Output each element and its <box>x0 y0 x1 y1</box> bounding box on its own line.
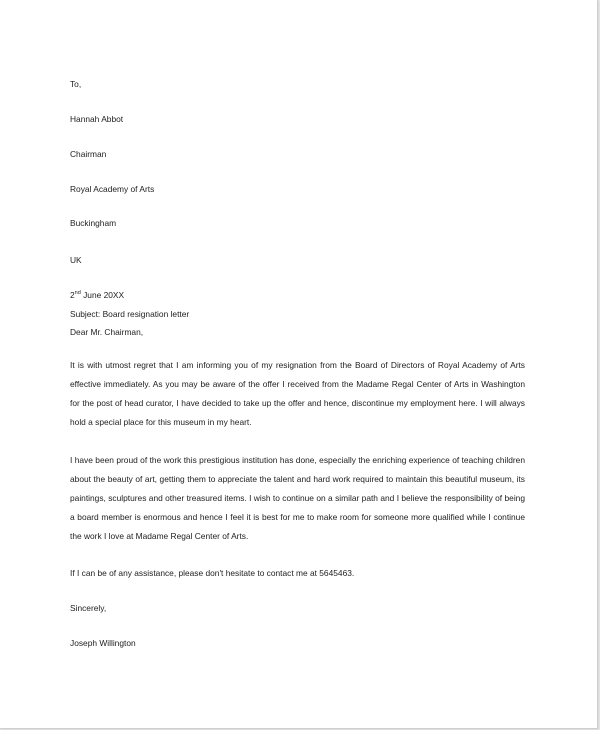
letter-date <box>70 290 124 301</box>
letter-subject: Subject: Board resignation letter <box>70 309 190 319</box>
recipient-city: Buckingham <box>70 218 117 228</box>
body-paragraph-2: I have been proud of the work this prestigious institution has done, especially the enriching experience of teaching children about the beauty of art, getting them to appreciate the talent and hard work required to maintain this beautiful museum, its paintings, sculptures and other treasured items. I wish to continue on a similar path and I believe the responsibility of being a board member is enormous and hence I feel it is best for me to make room for someone more qualified while I continue the work I love at Madame Regal Center of Arts. <box>70 455 525 541</box>
body-paragraph-3: If I can be of any assistance, please don't hesitate to contact me at 5645463. <box>70 568 355 578</box>
letter-closing: Sincerely, <box>70 603 107 613</box>
date-suffix: nd <box>74 290 81 296</box>
recipient-country: UK <box>70 255 82 265</box>
date-month-year: June 20XX <box>80 290 125 300</box>
recipient-name: Hannah Abbot <box>70 114 124 124</box>
recipient-title: Chairman <box>70 149 107 159</box>
to-line: To, <box>70 79 82 89</box>
letter-greeting: Dear Mr. Chairman, <box>70 327 144 337</box>
body-paragraph-1: It is with utmost regret that I am informing you of my resignation from the Board of Directors of Royal Academy of Arts effective immediately. As you may be aware of the offer I received from the Madame Regal Center of Arts in Washington for the post of head curator, I have decided to take up the offer and hence, discontinue my employment here. I will always hold a special place for this museum in my heart. <box>70 360 525 427</box>
signature-name: Joseph Willington <box>70 638 136 648</box>
date-day: 2 <box>70 290 75 300</box>
recipient-organization: Royal Academy of Arts <box>70 184 155 194</box>
